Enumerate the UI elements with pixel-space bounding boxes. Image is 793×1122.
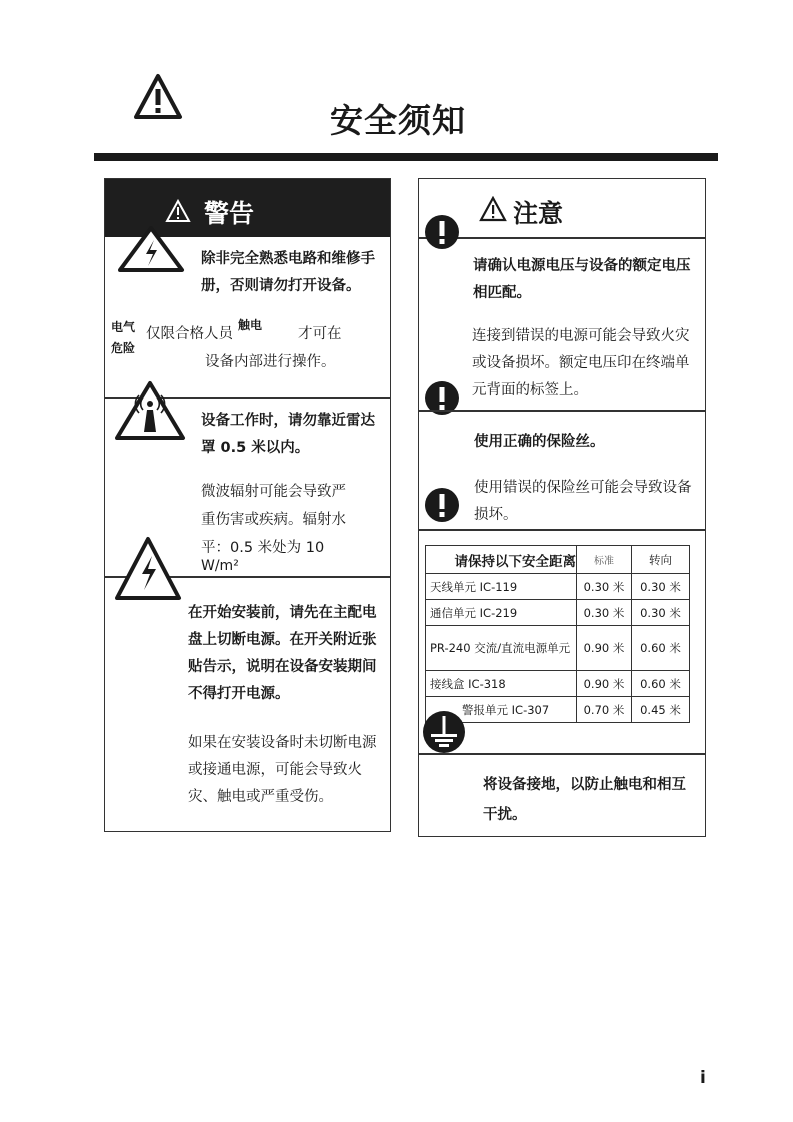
caution-divider-3 xyxy=(419,753,705,755)
warning-item3-detail: 如果在安装设备时未切断电源或接通电源，可能会导致火灾、触电或严重受伤。 xyxy=(188,735,377,805)
warning-item1-text: 除非完全熟悉电路和维修手册，否则请勿打开设备。 xyxy=(201,251,375,294)
caution-item2-detail: 使用错误的保险丝可能会导致设备损坏。 xyxy=(474,480,692,523)
caution-divider-1 xyxy=(419,410,705,412)
radiation-text-3: 平：0.5 米处为 10 xyxy=(201,540,325,556)
title-rule xyxy=(94,153,718,161)
table-row xyxy=(426,600,690,626)
std-distance: 0.30 米 xyxy=(577,600,632,626)
warning-header-icon xyxy=(165,199,191,223)
caution-item1-text: 请确认电源电压与设备的额定电压相匹配。 xyxy=(473,258,691,301)
distance-table xyxy=(425,545,690,723)
mandatory-icon xyxy=(424,487,460,523)
unit-name: 警报单元 IC-307 xyxy=(426,697,577,723)
shock-text-3: 设备内部进行操作。 xyxy=(205,354,336,370)
shock-text-2: 才可在 xyxy=(298,326,342,342)
std-distance: 0.90 米 xyxy=(577,626,632,671)
unit-name: 接线盒 IC-318 xyxy=(426,671,577,697)
table-row xyxy=(426,626,690,671)
electric-hazard-label: 电气危险 xyxy=(111,320,136,355)
caution-divider-2 xyxy=(419,529,705,531)
col-header-steering: 转向 xyxy=(632,546,690,574)
table-header-row xyxy=(426,546,690,574)
steer-distance: 0.60 米 xyxy=(632,671,690,697)
warning-triangle-icon xyxy=(133,73,183,121)
page-number: i xyxy=(700,1068,706,1088)
high-voltage-icon xyxy=(117,226,185,272)
ground-icon xyxy=(422,710,466,754)
shock-label: 触电 xyxy=(238,318,263,332)
std-distance: 0.30 米 xyxy=(577,574,632,600)
caution-header-icon xyxy=(479,196,507,222)
mandatory-icon xyxy=(424,214,460,250)
caution-item2-text: 使用正确的保险丝。 xyxy=(474,434,605,450)
std-distance: 0.70 米 xyxy=(577,697,632,723)
unit-name: PR-240 交流/直流电源单元 xyxy=(426,626,577,671)
steer-distance: 0.30 米 xyxy=(632,600,690,626)
caution-heading: 注意 xyxy=(513,199,564,228)
steer-distance: 0.30 米 xyxy=(632,574,690,600)
warning-heading: 警告 xyxy=(204,199,255,228)
shock-text-1: 仅限合格人员 xyxy=(146,326,233,342)
radiation-icon xyxy=(114,380,186,442)
radiation-text-2: 重伤害或疾病。辐射水 xyxy=(201,512,346,528)
table-row xyxy=(426,671,690,697)
std-distance: 0.90 米 xyxy=(577,671,632,697)
steer-distance: 0.45 米 xyxy=(632,697,690,723)
distance-table-wrap xyxy=(425,545,690,723)
table-title: 请保持以下安全距离 xyxy=(426,546,577,574)
caution-header-rule xyxy=(419,237,705,239)
warning-item2-text: 设备工作时，请勿靠近雷达罩 0.5 米以内。 xyxy=(201,413,375,456)
warning-item3-text: 在开始安装前，请先在主配电盘上切断电源。在开关附近张贴告示，说明在设备安装期间不得打开电源。 xyxy=(188,605,377,702)
col-header-standard: 标准 xyxy=(577,546,632,574)
caution-item1-detail: 连接到错误的电源可能会导致火灾或设备损坏。额定电压印在终端单元背面的标签上。 xyxy=(472,328,690,398)
radiation-text-1: 微波辐射可能会导致严 xyxy=(201,484,346,500)
high-voltage-icon xyxy=(114,536,182,602)
unit-name: 天线单元 IC-119 xyxy=(426,574,577,600)
unit-name: 通信单元 IC-219 xyxy=(426,600,577,626)
table-row xyxy=(426,574,690,600)
steer-distance: 0.60 米 xyxy=(632,626,690,671)
caution-item3-text: 将设备接地，以防止触电和相互干扰。 xyxy=(483,777,686,823)
radiation-unit: W/m² xyxy=(201,558,239,574)
page-title: 安全须知 xyxy=(330,101,466,140)
